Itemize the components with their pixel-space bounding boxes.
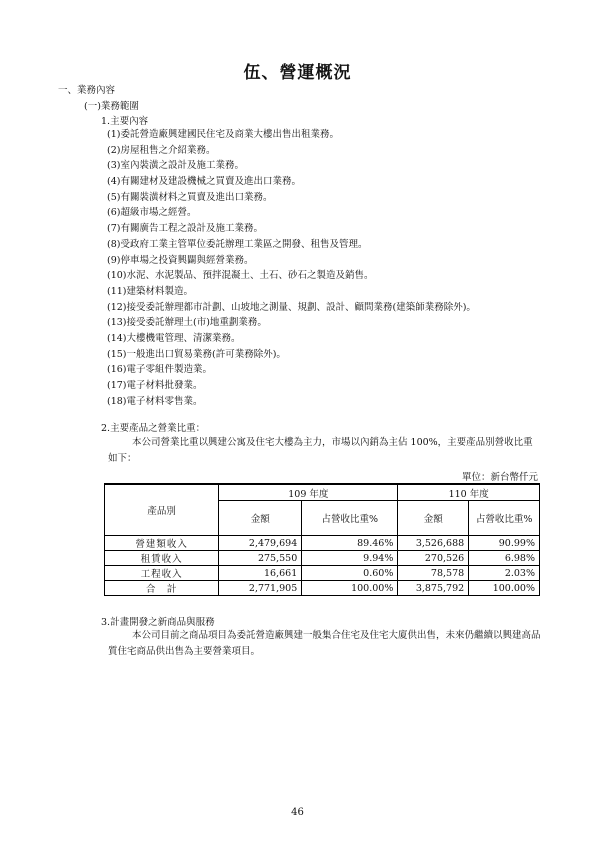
list-item: (8)受政府工業主管單位委託辦理工業區之開發、租售及管理。 [107, 238, 368, 250]
table-cell: 2,479,694 [219, 536, 302, 551]
table-row [105, 566, 540, 581]
table-cell: 90.99% [469, 536, 540, 551]
table-cell: 工程收入 [105, 566, 219, 581]
paragraph-product-ratio [108, 435, 542, 467]
list-item: (7)有關廣告工程之設計及施工業務。 [107, 223, 263, 235]
year-header: 109 年度 [219, 484, 398, 501]
paragraph-text: 本公司目前之商品項目為委託營造廠興建一般集合住宅及住宅大廈供出售，未來仍繼續以興建高品質住宅商品供出售為主要營業項目。 [108, 630, 541, 657]
table-cell: 16,661 [219, 566, 302, 581]
table-cell: 3,875,792 [398, 581, 469, 596]
table-cell: 6.98% [469, 551, 540, 566]
table-cell: 3,526,688 [398, 536, 469, 551]
table-cell: 270,526 [398, 551, 469, 566]
year-header: 110 年度 [398, 484, 540, 501]
table-cell: 78,578 [398, 566, 469, 581]
table-row-total [105, 581, 540, 596]
list-item: (16)電子零組件製造業。 [107, 364, 213, 376]
page-title: 伍、營運概況 [243, 63, 352, 83]
table-cell: 租賃收入 [105, 551, 219, 566]
amount-header: 金額 [398, 501, 469, 536]
table-cell: 100.00% [302, 581, 398, 596]
table-row [105, 551, 540, 566]
list-item: (4)有關建材及建設機械之買賣及進出口業務。 [107, 176, 301, 188]
list-item: (1)委託營造廠興建國民住宅及商業大樓出售出租業務。 [107, 129, 339, 140]
section-heading-business: 一、業務內容 [58, 85, 116, 96]
unit-label: 單位：新台幣仟元 [461, 472, 538, 483]
table-cell: 營建類收入 [105, 536, 219, 551]
table-cell: 9.94% [302, 551, 398, 566]
list-item: (14)大樓機電管理、清潔業務。 [107, 332, 241, 344]
amount-header: 金額 [219, 501, 302, 536]
heading-product-ratio: 2.主要產品之營業比重： [101, 423, 206, 434]
ratio-header: 占營收比重% [469, 501, 540, 536]
table-header-row [105, 484, 540, 501]
page-number: 46 [291, 807, 304, 818]
subsection-heading-scope: (一)業務範圍 [84, 101, 139, 112]
table-cell: 2,771,905 [219, 581, 302, 596]
paragraph-text: 本公司營業比重以興建公寓及住宅大樓為主力，市場以內銷為主佔 100%，主要產品別營收比重如下： [108, 437, 533, 464]
list-item: (3)室內裝潢之設計及施工業務。 [107, 160, 244, 172]
table-cell: 100.00% [469, 581, 540, 596]
table-cell: 2.03% [469, 566, 540, 581]
table-cell: 89.46% [302, 536, 398, 551]
list-item: (10)水泥、水泥製品、預拌混凝土、土石、砂石之製造及銷售。 [107, 270, 374, 282]
list-item: (11)建築材料製造。 [107, 285, 194, 297]
list-item: (17)電子材料批發業。 [107, 380, 203, 391]
table-cell: 0.60% [302, 566, 398, 581]
table-cell: 275,550 [219, 551, 302, 566]
table-cell: 合 計 [105, 581, 219, 596]
paragraph-new-products [108, 628, 542, 660]
list-item: (5)有關裝潢材料之買賣及進出口業務。 [107, 191, 273, 203]
revenue-table [104, 483, 540, 596]
list-item: (18)電子材料零售業。 [107, 395, 203, 407]
list-item: (2)房屋租售之介紹業務。 [107, 144, 216, 156]
list-item: (12)接受委託辦理都市計劃、山坡地之測量、規劃、設計、顧問業務(建築師業務除外)。 [107, 301, 476, 313]
table-row [105, 536, 540, 551]
ratio-header: 占營收比重% [302, 501, 398, 536]
category-header: 產品別 [105, 484, 219, 536]
list-item: (13)接受委託辦理土(市)地重劃業務。 [107, 317, 267, 329]
list-item: (9)停車場之投資興闢與經營業務。 [107, 254, 254, 266]
list-item: (6)超級市場之經營。 [107, 207, 197, 219]
business-items-list [107, 127, 476, 409]
heading-new-products: 3.計畫開發之新商品與服務 [101, 617, 215, 628]
heading-main-content: 1.主要內容 [101, 116, 149, 127]
list-item: (15)一般進出口貿易業務(許可業務除外)。 [107, 348, 286, 360]
